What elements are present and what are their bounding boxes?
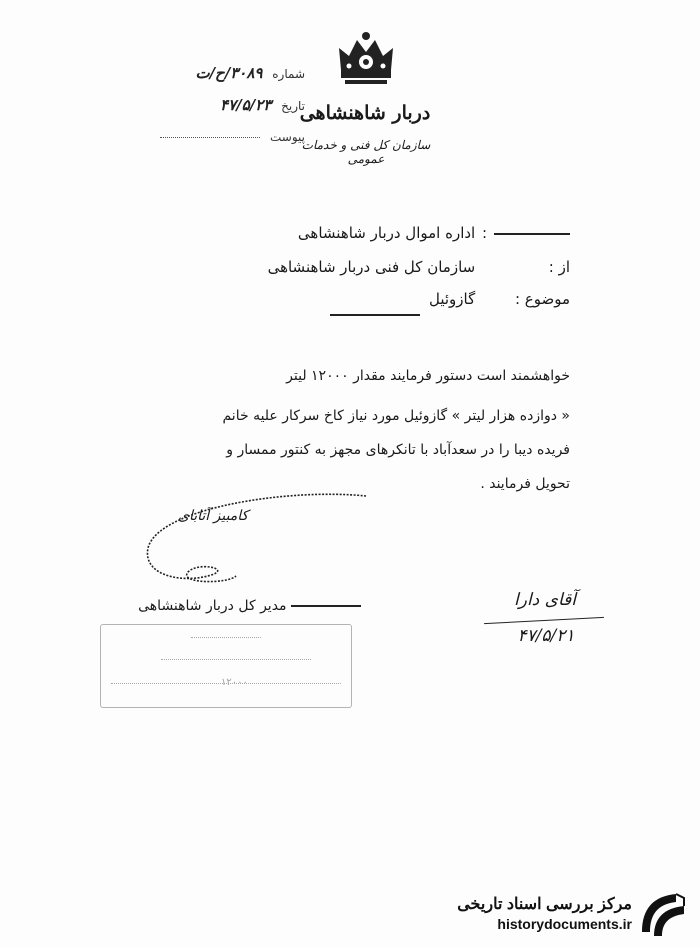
watermark-title: مرکز بررسی اسناد تاریخی [457,896,632,913]
to-label-wrap: : [480,224,570,242]
watermark-url: historydocuments.ir [497,916,632,932]
stamp-text: ۱۲۰۰۰ [221,677,248,688]
letter-attachment [105,130,305,144]
position-text: مدیر کل دربار شاهنشاهی [138,598,287,614]
date-label: تاریخ [281,99,305,113]
stamp-row [191,637,261,638]
number-value: ۳۰۸۹/ح/ت [195,64,263,82]
margin-note: آقای دارا [514,590,576,610]
body-line-4: تحویل فرمایند . [480,476,570,492]
subject-label: موضوع : [514,290,570,308]
date-value: ۴۷/۵/۲۳ [220,96,272,114]
address-subject [429,290,570,308]
subject-underline [330,314,420,316]
from-value: سازمان کل فنی دربار شاهنشاهی [267,258,476,276]
body-line-3: فریده دیبا را در سعدآباد با تانکرهای مجهز به کنتور ممسار و [226,442,570,458]
court-subtitle: سازمان کل فنی و خدمات عمومی [301,138,431,166]
court-title: دربار شاهنشاهی [299,102,431,124]
number-label: شماره [272,67,305,81]
letter-number [95,64,305,82]
body-line-2: « دوازده هزار لیتر » گازوئیل مورد نیاز کاخ سرکار علیه خانم [222,408,570,424]
margin-note-rule [484,617,604,624]
stamp-row [161,659,311,660]
subject-value: گازوئیل [428,290,476,308]
to-label-line [494,233,570,235]
position-dash [291,605,361,607]
address-to [298,224,570,242]
letter-date [95,96,305,114]
attachment-dotted-line [160,137,260,138]
signature-name: کامبیز آتابای [178,508,249,524]
margin-note-date: ۴۷/۵/۲۱ [517,626,575,646]
faded-stamp [100,624,352,708]
body-line-1: خواهشمند است دستور فرمایند مقدار ۱۲۰۰۰ لیتر [286,368,570,384]
attachment-label: پیوست [270,130,305,144]
signature-scrawl [118,488,368,598]
archive-logo-icon [636,888,690,942]
from-label: از : [548,258,570,276]
address-from [268,258,570,276]
archive-watermark [410,888,690,942]
signatory-position [95,598,365,614]
to-value: اداره اموال دربار شاهنشاهی [297,224,476,242]
crown-emblem-icon [333,30,399,88]
